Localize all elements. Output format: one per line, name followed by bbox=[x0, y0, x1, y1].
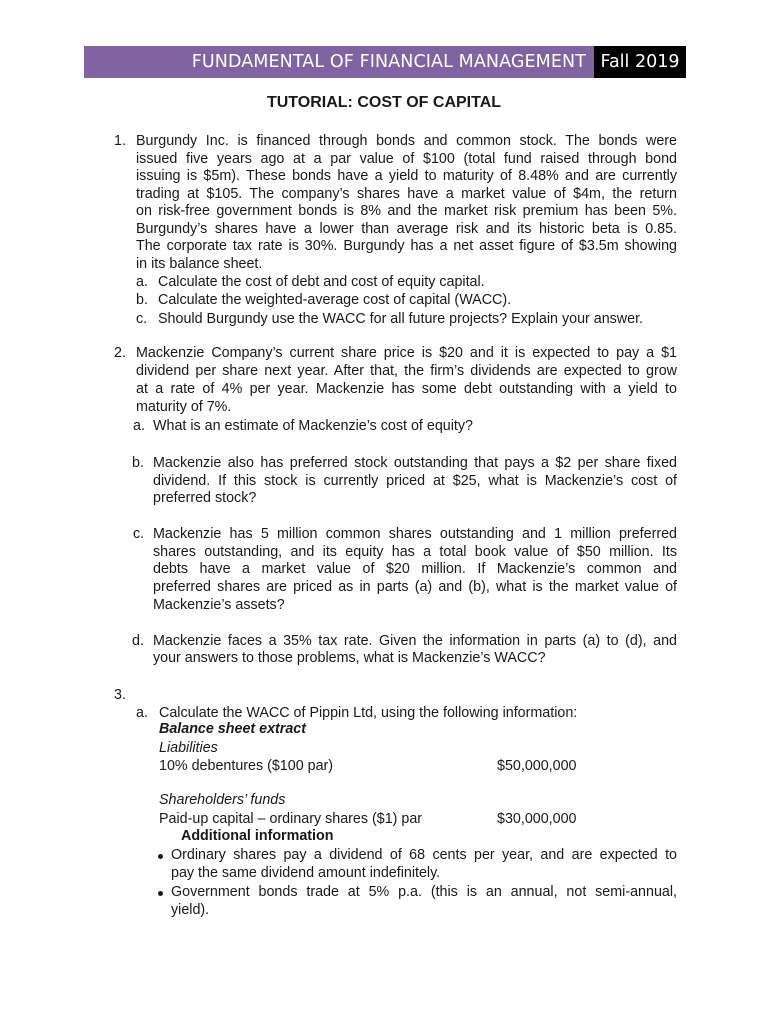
q2-line: dividend per share next year. After that, the firm’s dividends are expected to grow bbox=[136, 363, 677, 379]
q2d-line: Mackenzie faces a 35% tax rate. Given the information in parts (a) to (d), and bbox=[153, 633, 677, 649]
q2-line: at a rate of 4% per year. Mackenzie has some debt outstanding with a yield to bbox=[136, 381, 677, 397]
q2-line: maturity of 7%. bbox=[136, 399, 232, 415]
additional-information-heading: Additional information bbox=[181, 828, 334, 844]
bullet-line: Government bonds trade at 5% p.a. (this is an annual, not semi-annual, bbox=[171, 884, 677, 900]
q1-line: issued five years ago at a par value of $100 (total fund raised through bond bbox=[136, 151, 677, 167]
page-header bbox=[84, 46, 686, 78]
q2-line: Mackenzie Company’s current share price is $20 and it is expected to pay a $1 bbox=[136, 345, 677, 361]
q2a-label: a. bbox=[133, 418, 145, 434]
q3a-text: Calculate the WACC of Pippin Ltd, using the following information: bbox=[159, 705, 578, 721]
q2c-line: Mackenzie has 5 million common shares outstanding and 1 million preferred bbox=[153, 526, 677, 542]
q2b-line: Mackenzie also has preferred stock outstanding that pays a $2 per share fixed bbox=[153, 455, 677, 471]
q1-line: in its balance sheet. bbox=[136, 256, 263, 272]
shareholders-funds-heading: Shareholders’ funds bbox=[159, 792, 286, 808]
bullet-icon bbox=[158, 891, 163, 896]
q1-line: issuing is $5m). These bonds have a yield to maturity of 8.48% and are currently bbox=[136, 168, 677, 184]
tutorial-title: TUTORIAL: COST OF CAPITAL bbox=[266, 94, 502, 111]
bullet-line: yield). bbox=[171, 902, 210, 918]
course-title: FUNDAMENTAL OF FINANCIAL MANAGEMENT bbox=[84, 46, 594, 78]
q2b-label: b. bbox=[132, 455, 144, 471]
q3a-label: a. bbox=[136, 705, 148, 721]
q1b-text: Calculate the weighted-average cost of capital (WACC). bbox=[158, 292, 512, 308]
q2d-label: d. bbox=[132, 633, 144, 649]
q2c-label: c. bbox=[133, 526, 145, 542]
paid-up-capital-value: $30,000,000 bbox=[497, 811, 577, 827]
q1-line: Burgundy Inc. is financed through bonds and common stock. The bonds were bbox=[136, 133, 677, 149]
q1-line: Burgundy’s shares have a lower than average risk and its historic beta is 0.85. bbox=[136, 221, 677, 237]
bullet-line: Ordinary shares pay a dividend of 68 cents per year, and are expected to bbox=[171, 847, 677, 863]
q2c-line: preferred shares are priced as in parts (a) and (b), what is the market value of bbox=[153, 579, 677, 595]
q2-number: 2. bbox=[114, 345, 126, 361]
q1c-text: Should Burgundy use the WACC for all future projects? Explain your answer. bbox=[158, 311, 644, 327]
q2b-line: preferred stock? bbox=[153, 490, 257, 506]
debentures-value: $50,000,000 bbox=[497, 758, 577, 774]
q1-number: 1. bbox=[114, 133, 126, 149]
q1b-label: b. bbox=[136, 292, 148, 308]
q2c-line: debts have a market value of $20 million. If Mackenzie’s common and bbox=[153, 561, 677, 577]
debentures-label: 10% debentures ($100 par) bbox=[159, 758, 334, 774]
q1a-label: a. bbox=[136, 274, 148, 290]
liabilities-heading: Liabilities bbox=[159, 740, 218, 756]
q1-line: on risk-free government bonds is 8% and the market risk premium has been 5%. bbox=[136, 203, 677, 219]
q1-line: trading at $105. The company’s shares have a market value of $4m, the return bbox=[136, 186, 677, 202]
term-label: Fall 2019 bbox=[594, 46, 686, 78]
balance-sheet-heading: Balance sheet extract bbox=[159, 721, 307, 737]
q1-line: The corporate tax rate is 30%. Burgundy has a net asset figure of $3.5m showing bbox=[136, 238, 677, 254]
q2c-line: Mackenzie’s assets? bbox=[153, 597, 285, 613]
q2b-line: dividend. If this stock is currently priced at $25, what is Mackenzie’s cost of bbox=[153, 473, 677, 489]
q3-number: 3. bbox=[114, 687, 126, 703]
bullet-icon bbox=[158, 854, 163, 859]
q2c-line: shares outstanding, and its equity has a total book value of $50 million. Its bbox=[153, 544, 677, 560]
q1a-text: Calculate the cost of debt and cost of equity capital. bbox=[158, 274, 485, 290]
bullet-line: pay the same dividend amount indefinitely. bbox=[171, 865, 441, 881]
q2a-text: What is an estimate of Mackenzie’s cost of equity? bbox=[153, 418, 473, 434]
paid-up-capital-label: Paid-up capital – ordinary shares ($1) par bbox=[159, 811, 423, 827]
q2d-line: your answers to those problems, what is Mackenzie’s WACC? bbox=[153, 650, 546, 666]
q1c-label: c. bbox=[136, 311, 148, 327]
